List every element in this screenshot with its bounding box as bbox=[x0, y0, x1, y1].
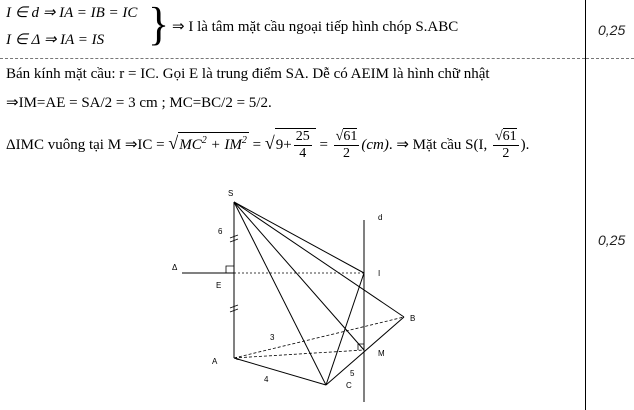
sqrt-icon: √ bbox=[335, 129, 344, 144]
radius-line: Bán kính mặt cầu: r = IC. Gọi E là trung điểm SA. Dễ có AEIM là hình chữ nhật bbox=[6, 66, 490, 82]
score-bottom: 0,25 bbox=[598, 232, 626, 248]
edge-SC bbox=[234, 202, 326, 385]
sqrt-icon: √ bbox=[264, 133, 275, 153]
label-I: I bbox=[378, 269, 381, 278]
condition-line-2: I ∈ Δ ⇒ IA = IS bbox=[6, 32, 105, 48]
edge-AC bbox=[234, 358, 326, 385]
angle-mark-A: ≈ bbox=[236, 357, 240, 363]
brace-icon: } bbox=[148, 0, 170, 51]
label-len-6: 6 bbox=[218, 227, 223, 236]
label-M: M bbox=[378, 349, 385, 358]
sqrt-icon: √ bbox=[168, 133, 179, 153]
label-E: E bbox=[216, 281, 222, 290]
label-len-4: 4 bbox=[264, 375, 269, 384]
pyramid-figure bbox=[160, 180, 430, 410]
im-ae-line: ⇒IM=AE = SA/2 = 3 cm ; MC=BC/2 = 5/2. bbox=[6, 95, 272, 111]
row-divider bbox=[0, 58, 585, 59]
label-S: S bbox=[228, 189, 234, 198]
conclusion-text: ⇒ I là tâm mặt cầu ngoại tiếp hình chóp S.ABC bbox=[172, 19, 459, 35]
condition-line-1: I ∈ d ⇒ IA = IB = IC bbox=[6, 5, 138, 21]
ic-formula-line: ΔIMC vuông tại M ⇒IC = $√MC^2 + IM^2 = √9+$ $\frac{25}{4}$ = $\frac{√61}{2}$ (cm). ⇒ Mặt cầu S(I, $\frac{√61}{2}$ ). bbox=[6, 129, 530, 161]
label-A: A bbox=[212, 357, 218, 366]
label-len-3: 3 bbox=[270, 333, 275, 342]
frac-sqrt61-2-radius: $\frac{√61}{2}$ bbox=[494, 129, 517, 161]
column-divider bbox=[585, 0, 586, 410]
frac-sqrt61-2: $\frac{√61}{2}$ bbox=[335, 129, 358, 161]
edge-SM bbox=[234, 202, 364, 350]
label-len-5: 5 bbox=[350, 369, 355, 378]
right-angle-E bbox=[226, 266, 234, 273]
segment-AM-dashed bbox=[234, 350, 364, 358]
label-delta: Δ bbox=[172, 263, 178, 272]
label-B: B bbox=[410, 314, 416, 323]
sqrt-icon: √ bbox=[494, 129, 503, 144]
label-C: C bbox=[346, 381, 352, 390]
segment-SI bbox=[234, 202, 364, 273]
sqrt-9-plus: 9+ $\frac{25}{4}$ bbox=[275, 128, 316, 162]
ic-formula-prefix: ΔIMC vuông tại M ⇒IC = bbox=[6, 136, 169, 153]
label-d: d bbox=[378, 213, 383, 222]
row-divider-score bbox=[586, 58, 634, 59]
frac-25-4: $\frac{25}{4}$ bbox=[295, 129, 310, 161]
sqrt-mc-im: $MC^2 + IM^2$ bbox=[178, 132, 249, 153]
score-top: 0,25 bbox=[598, 22, 626, 38]
